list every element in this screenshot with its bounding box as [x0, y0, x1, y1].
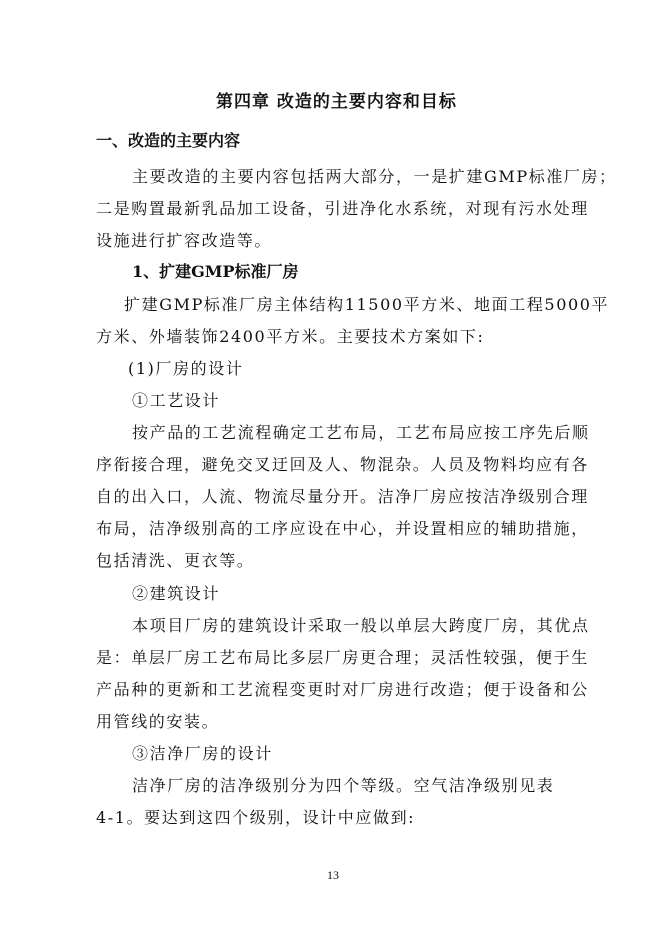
- paragraph-line: 扩建GMP标准厂房主体结构11500平方米、地面工程5000平: [124, 295, 610, 314]
- paragraph-line: 设施进行扩容改造等。: [96, 231, 273, 250]
- paragraph-line: 包括清洗、更衣等。: [96, 551, 255, 570]
- list-item: (1)厂房的设计: [128, 359, 244, 378]
- chapter-title: 第四章 改造的主要内容和目标: [216, 92, 457, 112]
- paragraph-line: 产品种的更新和工艺流程变更时对厂房进行改造；便于设备和公: [96, 680, 589, 699]
- paragraph-line: 二是购置最新乳品加工设备，引进净化水系统，对现有污水处理: [96, 199, 589, 218]
- page-number: 13: [327, 868, 339, 882]
- list-item: ②建筑设计: [132, 584, 221, 603]
- list-item: ③洁净厂房的设计: [132, 744, 273, 763]
- paragraph-line: 主要改造的主要内容包括两大部分，一是扩建GMP标准厂房；: [132, 167, 617, 186]
- paragraph-line: 布局，洁净级别高的工序应设在中心，并设置相应的辅助措施，: [96, 519, 589, 538]
- subsection-heading: 1、扩建GMP标准厂房: [132, 262, 299, 281]
- paragraph-line: 本项目厂房的建筑设计采取一般以单层大跨度厂房，其优点: [132, 616, 590, 635]
- paragraph-line: 用管线的安装。: [96, 712, 220, 731]
- paragraph-line: 自的出入口，人流、物流尽量分开。洁净厂房应按洁净级别合理: [96, 487, 589, 506]
- paragraph-line: 4-1。要达到这四个级别，设计中应做到:: [96, 808, 416, 827]
- list-item: ①工艺设计: [132, 391, 221, 410]
- section-heading: 一、改造的主要内容: [96, 131, 241, 150]
- paragraph-line: 洁净厂房的洁净级别分为四个等级。空气洁净级别见表: [132, 776, 555, 795]
- paragraph-line: 序衔接合理，避免交叉迂回及人、物混杂。人员及物料均应有各: [96, 455, 589, 474]
- paragraph-line: 方米、外墙装饰2400平方米。主要技术方案如下:: [96, 327, 485, 346]
- paragraph-line: 是：单层厂房工艺布局比多层厂房更合理；灵活性较强，便于生: [96, 648, 589, 667]
- paragraph-line: 按产品的工艺流程确定工艺布局，工艺布局应按工序先后顺: [132, 423, 590, 442]
